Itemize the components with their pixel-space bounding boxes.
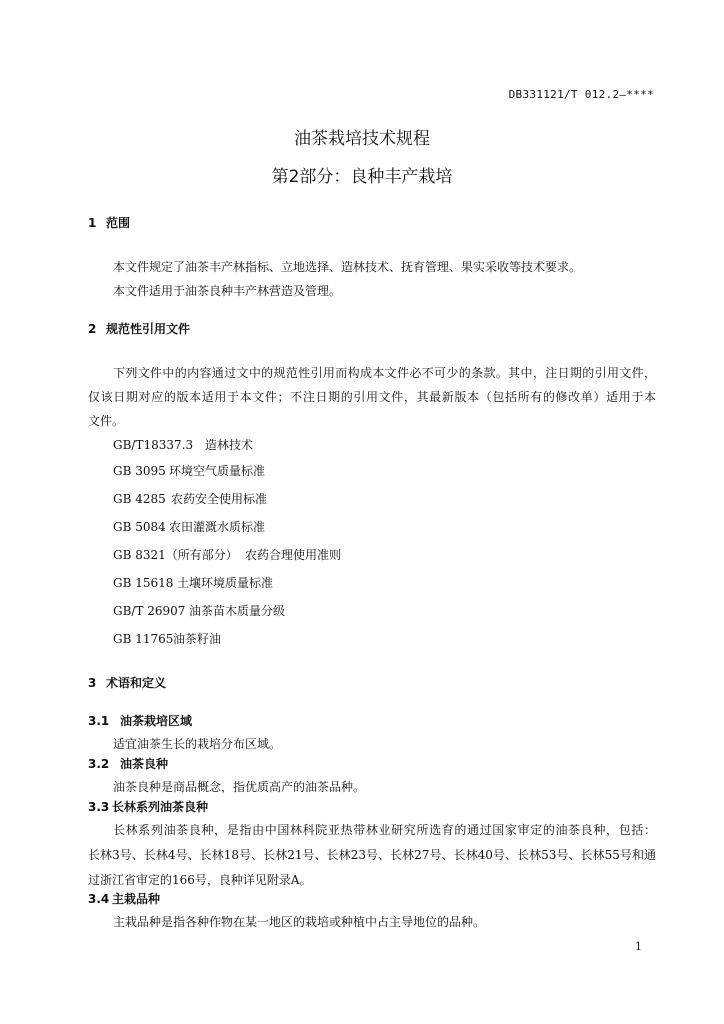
section-title: 术语和定义: [106, 676, 167, 690]
reference-code: GB/T 26907: [113, 604, 186, 618]
paragraph: 本文件规定了油茶丰产林指标、立地选择、造林技术、抚育管理、果实采收等技术要求。: [113, 260, 582, 274]
reference-code: GB 8321（所有部分）: [113, 548, 238, 562]
reference-title: 环境空气质量标准: [169, 464, 266, 478]
term-heading: [88, 890, 160, 907]
reference-item: [113, 630, 221, 647]
reference-item: [113, 462, 265, 479]
reference-item: [113, 546, 341, 563]
term-definition-line: 长林系列油茶良种，是指由中国林科院亚热带林业研究所选育的通过国家审定的油茶良种，包括：: [113, 823, 656, 837]
reference-item: [113, 574, 273, 591]
document-title: 油茶栽培技术规程: [294, 129, 430, 149]
section-2-heading: [88, 320, 190, 337]
reference-code: GB/T18337.3: [113, 438, 194, 452]
reference-code: GB 3095: [113, 464, 166, 478]
reference-code: GB 15618: [113, 576, 174, 590]
term-number: 3.2: [88, 757, 110, 771]
section-number: 3: [88, 676, 97, 690]
paragraph-line: 仅该日期对应的版本适用于本文件；不注日期的引用文件，其最新版本（包括所有的修改单）适用于本: [88, 390, 656, 404]
term-name: 油茶良种: [120, 757, 169, 771]
term-number: 3.1: [88, 714, 110, 728]
term-heading: [88, 755, 168, 772]
reference-item: [113, 518, 265, 535]
section-number: 2: [88, 322, 97, 336]
reference-code: GB 5084: [113, 520, 166, 534]
term-definition: 适宜油茶生长的栽培分布区域。: [113, 737, 282, 751]
reference-code: GB 11765: [113, 632, 174, 646]
reference-title: 农田灌溉水质标准: [169, 520, 266, 534]
page-number: 1: [635, 940, 642, 953]
reference-item: [113, 490, 267, 507]
reference-title: 农药合理使用准则: [245, 548, 342, 562]
reference-code: GB 4285: [113, 492, 166, 506]
section-1-heading: [88, 214, 130, 231]
document-number: DB331121/T 012.2—****: [508, 88, 654, 101]
reference-title: 油茶苗木质量分级: [189, 604, 286, 618]
section-title: 规范性引用文件: [106, 322, 191, 336]
term-definition: 油茶良种是商品概念，指优质高产的油茶品种。: [113, 780, 366, 794]
term-definition: 主栽品种是指各种作物在某一地区的栽培或种植中占主导地位的品种。: [113, 915, 486, 929]
reference-title: 油茶籽油: [173, 632, 222, 646]
term-definition-line: 过浙江省审定的166号，良种详见附录A。: [88, 873, 312, 887]
paragraph-line: 下列文件中的内容通过文中的规范性引用而构成本文件必不可少的条款。其中，注日期的引用文件，: [113, 366, 656, 380]
term-name: 主栽品种: [112, 892, 161, 906]
section-number: 1: [88, 216, 97, 230]
term-definition-line: 长林3号、长林4号、长林18号、长林21号、长林23号、长林27号、长林40号、长林53号、长林55号和通: [88, 848, 656, 862]
term-name: 油茶栽培区域: [120, 714, 193, 728]
reference-title: 农药安全使用标准: [171, 492, 268, 506]
section-3-heading: [88, 674, 166, 691]
paragraph: 本文件适用于油茶良种丰产林营造及管理。: [113, 284, 342, 298]
document-subtitle: 第2部分：良种丰产栽培: [271, 167, 453, 187]
reference-item: [113, 436, 253, 453]
term-number: 3.4: [88, 892, 110, 906]
reference-title: 造林技术: [205, 438, 254, 452]
reference-title: 土壤环境质量标准: [177, 576, 274, 590]
term-heading: [88, 712, 192, 729]
term-heading: [88, 798, 208, 815]
term-number: 3.3: [88, 800, 110, 814]
term-name: 长林系列油茶良种: [112, 800, 209, 814]
section-title: 范围: [106, 216, 131, 230]
paragraph-line: 文件。: [88, 414, 125, 428]
reference-item: [113, 602, 285, 619]
